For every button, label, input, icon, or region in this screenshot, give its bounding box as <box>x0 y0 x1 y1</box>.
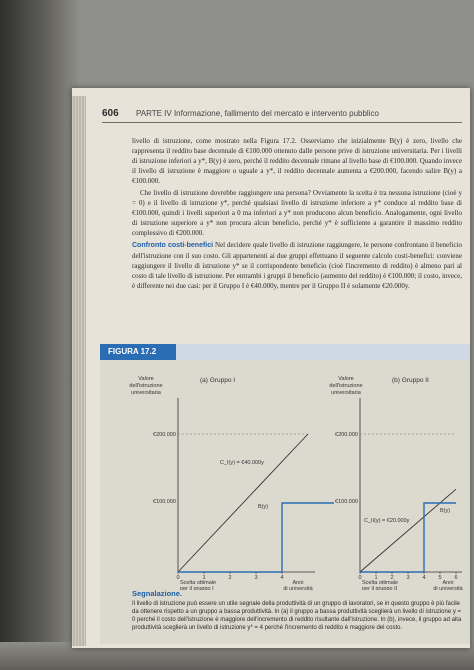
panel-b-xtick-6: 6 <box>454 575 458 581</box>
paragraph-1: livello di istruzione, come mostrato nella Figura 17.2. Osserviamo che inizialmente B(y) è zero, livello che rappresenta il reddito base decennale di €100.000 ottenuto dalle persone prive di istruzione universitaria. Per i livelli di istruzione inferiori a y*, B(y) è zero, perché il reddito decennale rimane al livello base di €100.000. Quando invece il livello di istruzione è maggiore o uguale a y*, il reddito decennale aumenta a €200.000, facendo salire B(y) a €100.000. <box>132 137 462 185</box>
caption-text: Il livello di istruzione può essere un utile segnale della produttività di un gruppo di lavoratori, se in questo gruppo è più facile da ottenere rispetto a un gruppo a bassa produttività. In (a) il gruppo a bassa produttività sceglierà un livello di istruzione y = 0 perché il costo dell'istruzione è maggiore dell'incremento di reddito risultante dall'istruzione. In (b), invece, il gruppo ad alta produttività sceglierà un livello di istruzione y* = 4 perché l'incremento di reddito è maggiore del costo. <box>132 601 462 631</box>
panel-b <box>329 376 463 590</box>
page-header <box>102 108 462 123</box>
panel-b-opt-label-2: per il gruppo II <box>362 586 398 590</box>
panel-b-benefit-label: B(y) <box>440 508 451 514</box>
background-left <box>0 0 78 670</box>
figure-label: FIGURA 17.2 <box>100 344 176 360</box>
panel-a-ylabel-1: Valore <box>138 376 154 382</box>
panel-a-xtick-2: 2 <box>228 575 232 581</box>
panel-a-ytick-200: €200.000 <box>153 432 176 438</box>
page-number: 606 <box>102 108 119 119</box>
panel-a <box>129 376 334 590</box>
paragraph-2: Che livello di istruzione dovrebbe raggiungere una persona? Ovviamente la scelta è tra nessuna istruzione (cioè y = 0) e il livello di istruzione y*, perché qualsiasi livello di istruzione inferiore a y* conduce al reddito base di €100.000, quindi i livelli superiori a 0 ma inferiori a y* non producono alcun beneficio. Analogamente, ogni livello di istruzione superiore a y* non procura alcun beneficio, perché y* è sufficiente a garantire il massimo reddito complessivo di €200.000. <box>132 189 462 237</box>
keyword-cost-benefit: Confronto costi-benefici <box>132 242 214 249</box>
panel-b-ylabel-2: dell'istruzione <box>329 383 363 389</box>
panel-a-ytick-100: €100.000 <box>153 499 176 505</box>
panel-b-title: (b) Gruppo II <box>392 377 429 384</box>
running-head: PARTE IV Informazione, fallimento del mercato e intervento pubblico <box>136 109 379 118</box>
panel-b-ylabel-1: Valore <box>338 376 354 382</box>
panel-b-opt-label-1: Scelta ottimale <box>362 580 399 586</box>
panel-a-cost-label: C_I(y) = €40.000y <box>220 460 264 466</box>
body-text <box>132 136 462 293</box>
panel-b-ytick-200: €200.000 <box>335 432 358 438</box>
figure-caption <box>132 590 462 632</box>
panel-b-xtick-4: 4 <box>422 575 426 581</box>
paragraph-3-text: Nel decidere quale livello di istruzione raggiungere, le persone confrontano il beneficio dell'istruzione con il suo costo. Gli appartenenti ai due gruppi effettuano il seguente calcolo costi-benefici: conviene raggiungere il livello di istruzione y* se il corrispondente beneficio (cioè l'incremento di reddito) è almeno pari al costo di tale livello di istruzione. Per entrambi i gruppi il beneficio (aumento del reddito) è €100.000; il costo, invece, è differente nei due casi: per il Gruppo I è €40.000y, mentre per il Gruppo II è solamente €20.000y. <box>132 241 462 290</box>
panel-a-xtick-1: 1 <box>202 575 206 581</box>
panel-a-xtick-0: 0 <box>176 575 180 581</box>
panel-a-opt-label-1: Scelta ottimale <box>180 580 217 586</box>
figure-charts <box>100 360 470 590</box>
panel-a-xtick-3: 3 <box>254 575 258 581</box>
caption-title: Segnalazione. <box>132 589 183 598</box>
page-edge-strip <box>72 96 86 646</box>
panel-b-xtick-1: 1 <box>374 575 378 581</box>
book-page <box>72 88 470 648</box>
panel-a-benefit-label: B(y) <box>258 504 269 510</box>
panel-b-xtick-3: 3 <box>406 575 410 581</box>
panel-a-ylabel-3: universitaria <box>131 390 161 396</box>
panel-a-ylabel-2: dell'istruzione <box>129 383 163 389</box>
panel-a-title: (a) Gruppo I <box>200 377 236 384</box>
panel-a-xtick-4: 4 <box>280 575 284 581</box>
panel-a-xlabel-2: di università <box>283 586 313 590</box>
panel-b-xtick-2: 2 <box>390 575 394 581</box>
panel-b-ytick-100: €100.000 <box>335 499 358 505</box>
panel-b-cost-label: C_II(y) = €20.000y <box>364 518 410 524</box>
panel-b-xtick-5: 5 <box>438 575 442 581</box>
panel-a-opt-label-2: per il gruppo I <box>180 586 214 590</box>
panel-b-xlabel-1: Anni <box>442 580 454 586</box>
panel-b-ylabel-3: universitaria <box>331 390 361 396</box>
panel-b-cost-line <box>360 489 456 572</box>
paragraph-3 <box>132 240 462 291</box>
panel-b-xlabel-2: di università <box>433 586 463 590</box>
panel-a-benefit-line <box>178 503 334 572</box>
panel-a-xlabel-1: Anni <box>292 580 304 586</box>
panel-b-xtick-0: 0 <box>358 575 362 581</box>
